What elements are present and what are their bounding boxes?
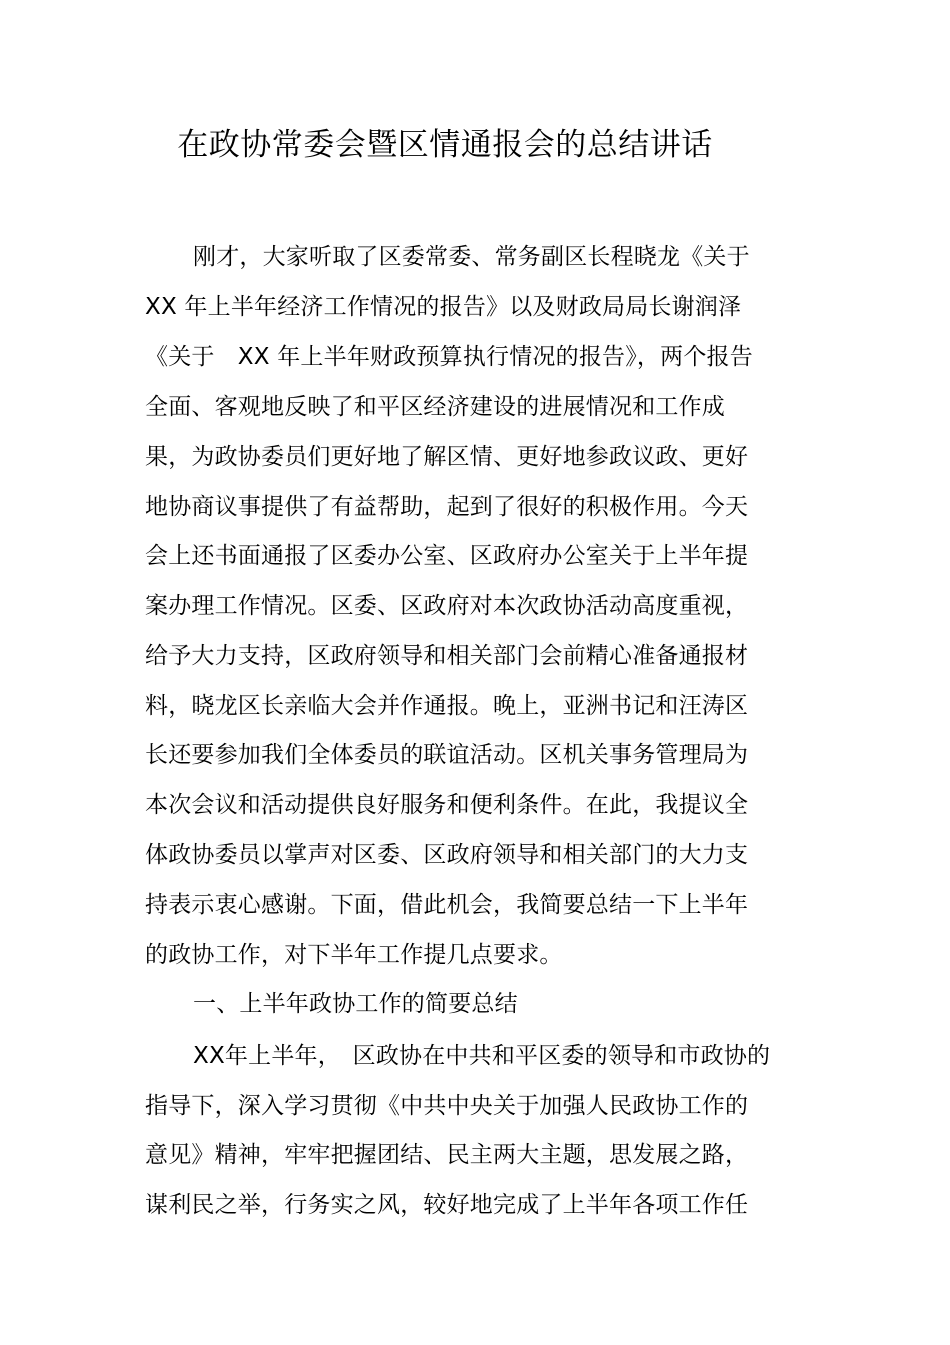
paragraph-1-line-6: 地协商议事提供了有益帮助，起到了很好的积极作用。今天 — [145, 494, 749, 520]
paragraph-1-line-14: 持表示衷心感谢。下面，借此机会，我简要总结一下上半年 — [145, 892, 749, 918]
paragraph-2-line-4: 谋利民之举，行务实之风，较好地完成了上半年各项工作任 — [145, 1192, 749, 1218]
paragraph-1-line-11: 长还要参加我们全体委员的联谊活动。区机关事务管理局为 — [145, 742, 749, 768]
document-title: 在政协常委会暨区情通报会的总结讲话 — [177, 127, 713, 163]
paragraph-1-line-7: 会上还书面通报了区委办公室、区政府办公室关于上半年提 — [145, 543, 749, 569]
paragraph-1-line-15: 的政协工作，对下半年工作提几点要求。 — [145, 942, 563, 968]
paragraph-1-line-4: 全面、客观地反映了和平区经济建设的进展情况和工作成 — [145, 394, 725, 420]
paragraph-1-line-3: 《关于 XX 年上半年财政预算执行情况的报告》，两个报告 — [145, 344, 753, 370]
paragraph-1-line-13: 体政协委员以掌声对区委、区政府领导和相关部门的大力支 — [145, 842, 749, 868]
paragraph-1-line-12: 本次会议和活动提供良好服务和便利条件。在此，我提议全 — [145, 792, 749, 818]
paragraph-2-line-1: XX年上半年， 区政协在中共和平区委的领导和市政协的 — [193, 1043, 771, 1069]
paragraph-1-line-2: XX 年上半年经济工作情况的报告》以及财政局局长谢润泽 — [145, 294, 742, 320]
paragraph-1-line-5: 果，为政协委员们更好地了解区情、更好地参政议政、更好 — [145, 444, 749, 470]
paragraph-2-line-3: 意见》精神，牢牢把握团结、民主两大主题，思发展之路， — [145, 1142, 749, 1168]
paragraph-1-line-10: 料，晓龙区长亲临大会并作通报。晚上，亚洲书记和汪涛区 — [145, 693, 749, 719]
paragraph-1-line-1: 刚才，大家听取了区委常委、常务副区长程晓龙《关于 — [193, 244, 750, 270]
paragraph-1-line-8: 案办理工作情况。区委、区政府对本次政协活动高度重视， — [145, 593, 749, 619]
paragraph-2-line-2: 指导下，深入学习贯彻《中共中央关于加强人民政协工作的 — [145, 1093, 749, 1119]
paragraph-1-line-9: 给予大力支持，区政府领导和相关部门会前精心准备通报材 — [145, 643, 749, 669]
section-heading: 一、上半年政协工作的简要总结 — [193, 991, 518, 1017]
